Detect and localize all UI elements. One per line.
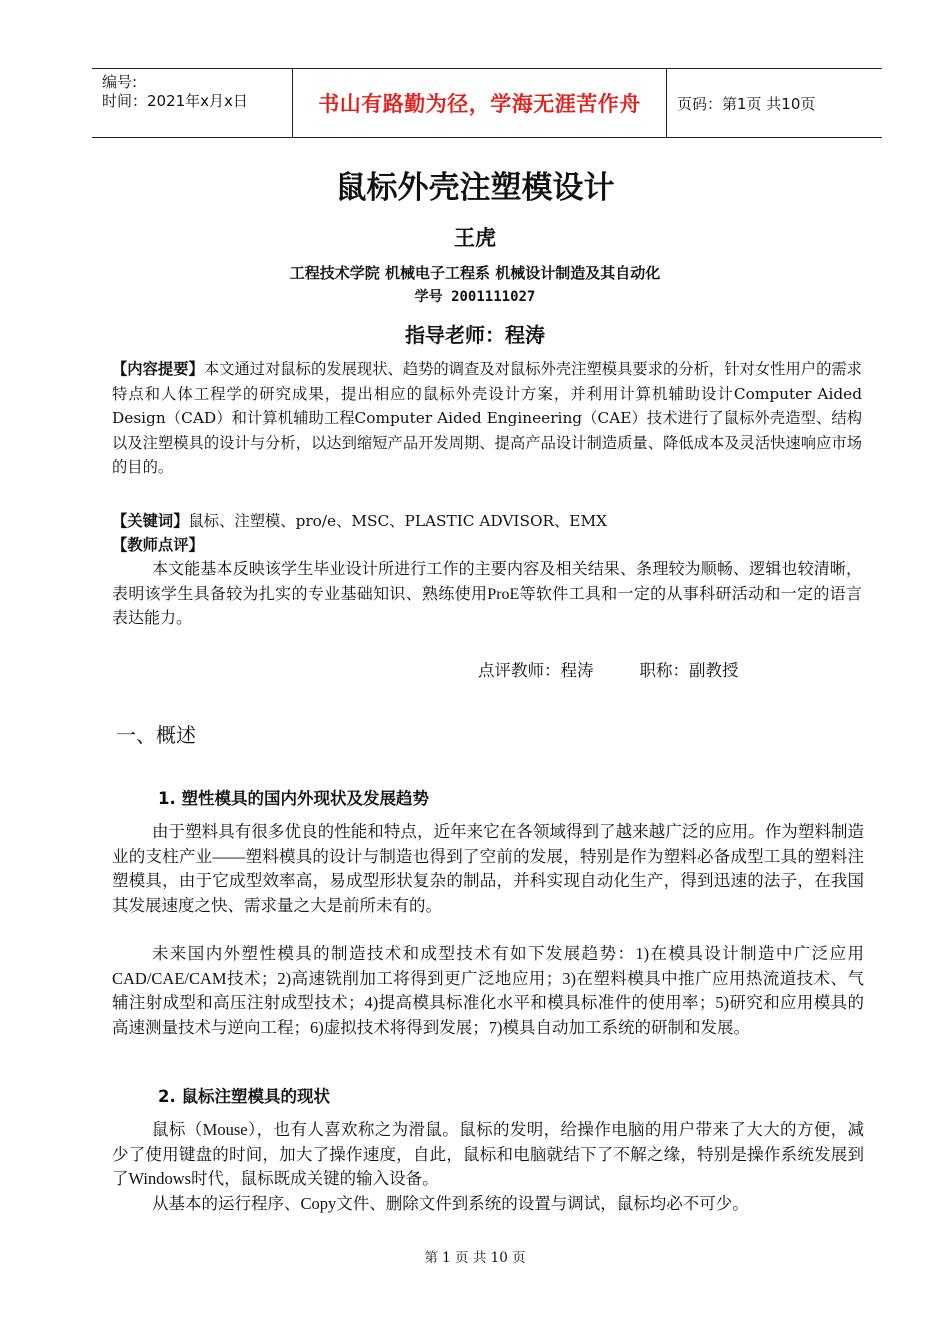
motto: 书山有路勤为径，学海无涯苦作舟 [293, 69, 667, 137]
teacher-comment-text: 本文能基本反映该学生毕业设计所进行工作的主要内容及相关结果、条理较为顺畅、逻辑也较清晰，表明该学生具备较为扎实的专业基础知识、熟练使用ProE等软件工具和一定的从事科研活动和一定的语言表达能力。 [112, 561, 862, 627]
subsection-heading-1: 1. 塑性模具的国内外现状及发展趋势 [158, 789, 429, 808]
teacher-comment-label: 【教师点评】 [112, 536, 204, 554]
abstract-label: 【内容提要】 [112, 360, 204, 378]
keywords [112, 509, 862, 533]
paragraph-3: 鼠标（Mouse），也有人喜欢称之为滑鼠。鼠标的发明，给操作电脑的用户带来了大大的方便，减少了使用键盘的时间，加大了操作速度，自此，鼠标和电脑就结下了不解之缘，特别是操作系统发展到了Windows时代，鼠标既成关键的输入设备。 [112, 1120, 864, 1189]
abstract [112, 357, 862, 480]
reviewer-name: 点评教师：程涛 [478, 661, 594, 680]
page-info: 页码：第1页 共10页 [677, 94, 816, 113]
affiliation: 工程技术学院 机械电子工程系 机械设计制造及其自动化 [289, 264, 661, 282]
number-label: 编号: [102, 73, 138, 91]
header-meta [92, 69, 293, 137]
student-id: 学号 2001111027 [414, 289, 536, 305]
advisor: 指导老师：程涛 [405, 323, 545, 347]
time-label: 时间：2021年x月x日 [102, 92, 248, 110]
keywords-text: 鼠标、注塑模、pro/e、MSC、PLASTIC ADVISOR、EMX [188, 512, 608, 530]
abstract-text: 本文通过对鼠标的发展现状、趋势的调查及对鼠标外壳注塑模具要求的分析，针对女性用户的需求特点和人体工程学的研究成果，提出相应的鼠标外壳设计方案，并利用计算机辅助设计Computer Aided Design（CAD）和计算机辅助工程Computer Aided Engineering（CAE）技术进行了鼠标外壳造型、结构以及注塑模具的设计与分析，以达到缩短产品开发周期、提高产品设计制造质量、降低成本及灵活快速响应市场的目的。 [112, 360, 862, 477]
keywords-label: 【关键词】 [112, 512, 189, 530]
paragraph-1: 由于塑料具有很多优良的性能和特点，近年来它在各领域得到了越来越广泛的应用。作为塑料制造业的支柱产业——塑料模具的设计与制造也得到了空前的发展，特别是作为塑料必备成型工具的塑料注塑模具，由于它成型效率高，易成型形状复杂的制品，并科实现自动化生产，得到迅速的法子，在我国其发展速度之快、需求量之大是前所未有的。 [112, 822, 864, 915]
page-title: 鼠标外壳注塑模设计 [335, 170, 615, 206]
reviewer-rank: 职称：副教授 [639, 661, 739, 680]
paragraph-2: 未来国内外塑性模具的制造技术和成型技术有如下发展趋势：1)在模具设计制造中广泛应用CAD/CAE/CAM技术；2)高速铣削加工将得到更广泛地应用；3)在塑料模具中推广应用热流道技术、气辅注射成型和高压注射成型技术；4)提高模具标准化水平和模具标准件的使用率；5)研究和应用模具的高速测量技术与逆向工程；6)虚拟技术将得到发展；7)模具自动加工系统的研制和发展。 [112, 944, 864, 1037]
reviewer-line [478, 657, 739, 681]
subsection-heading-2: 2. 鼠标注塑模具的现状 [158, 1087, 330, 1106]
author: 王虎 [454, 225, 496, 250]
paragraph-4: 从基本的运行程序、Copy文件、删除文件到系统的设置与调试，鼠标均必不可少。 [152, 1194, 749, 1213]
header-table [92, 68, 882, 138]
page-footer: 第 1 页 共 10 页 [424, 1250, 526, 1266]
section-heading: 一、概述 [116, 723, 196, 747]
